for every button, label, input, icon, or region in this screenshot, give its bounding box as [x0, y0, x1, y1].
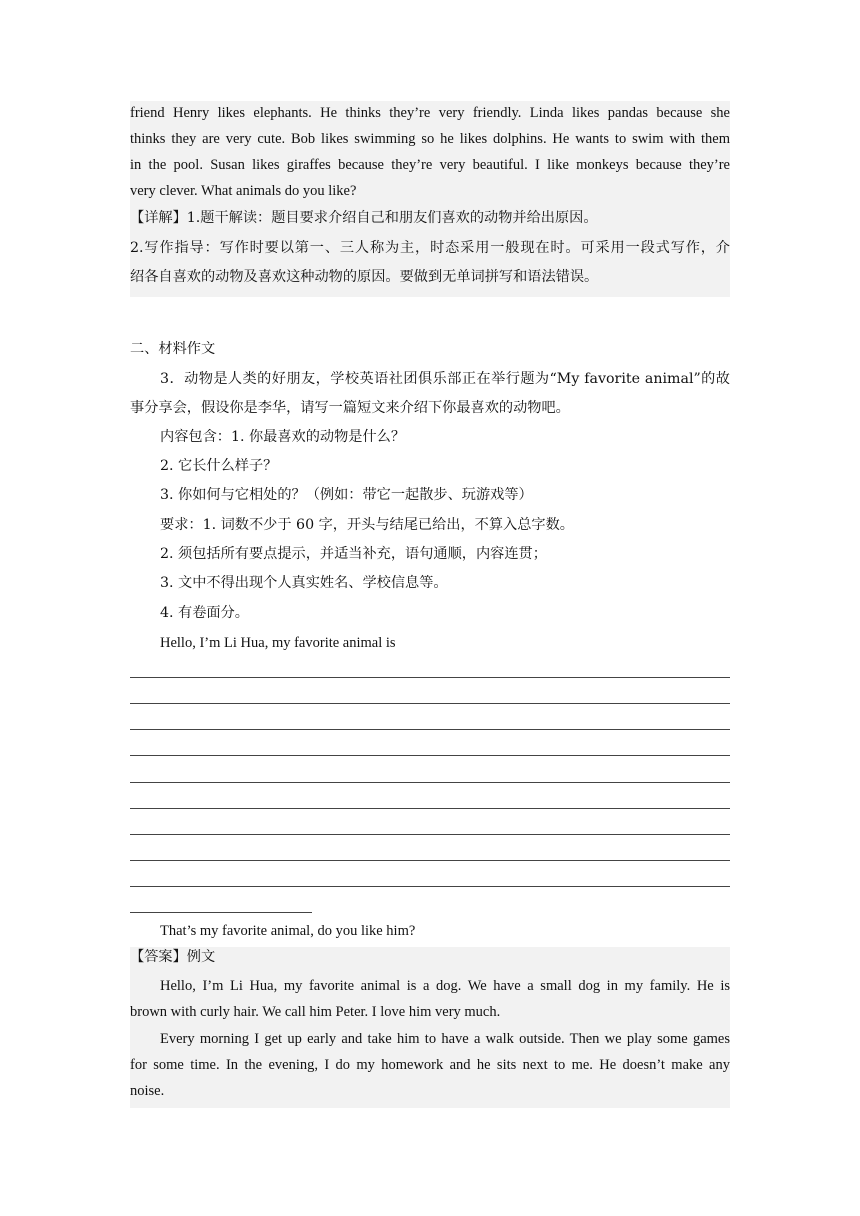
writing-line	[130, 912, 312, 913]
content-item: 2. 它长什么样子？	[160, 458, 278, 474]
closing-sentence: That’s my favorite animal, do you like him?	[160, 923, 416, 939]
answer-line: noise.	[130, 1083, 165, 1099]
answer-line: Every morning I get up early and take him to have a walk outside. Then we play some games	[160, 1031, 730, 1047]
writing-line	[130, 677, 730, 678]
answer-line: Hello, I’m Li Hua, my favorite animal is a dog. We have a small dog in my family. He is	[160, 978, 730, 994]
content-item: 3. 你如何与它相处的？（例如：带它一起散步、玩游戏等）	[160, 487, 533, 503]
writing-line	[130, 729, 730, 730]
guide-line: 绍各自喜欢的动物及喜欢这种动物的原因。要做到无单词拼写和语法错误。	[130, 269, 599, 285]
writing-line	[130, 703, 730, 704]
guide-line: 2.写作指导：写作时要以第一、三人称为主，时态采用一般现在时。可采用一段式写作，介	[130, 240, 730, 256]
requirement-item: 要求：1. 词数不少于 60 字，开头与结尾已给出，不算入总字数。	[160, 517, 574, 533]
writing-line	[130, 834, 730, 835]
writing-line	[130, 886, 730, 887]
section-heading: 二、材料作文	[130, 341, 216, 357]
writing-line	[130, 808, 730, 809]
requirement-item: 2. 须包括所有要点提示，并适当补充，语句通顺，内容连贯；	[160, 546, 547, 562]
question-line: 3．动物是人类的好朋友，学校英语社团俱乐部正在举行题为“My favorite animal”的故	[160, 371, 730, 387]
detail-line: 【详解】1.题干解读：题目要求介绍自己和朋友们喜欢的动物并给出原因。	[130, 210, 598, 226]
requirement-item: 4. 有卷面分。	[160, 605, 249, 621]
opening-sentence: Hello, I’m Li Hua, my favorite animal is	[160, 635, 396, 651]
writing-line	[130, 782, 730, 783]
passage-line: very clever. What animals do you like?	[130, 183, 357, 199]
writing-line	[130, 755, 730, 756]
answer-line: for some time. In the evening, I do my homework and he sits next to me. He doesn’t make any	[130, 1057, 730, 1073]
passage-line: in the pool. Susan likes giraffes because they’re very beautiful. I like monkeys because they’re	[130, 157, 730, 173]
content-item: 内容包含：1. 你最喜欢的动物是什么？	[160, 429, 406, 445]
writing-line	[130, 860, 730, 861]
question-line: 事分享会，假设你是李华，请写一篇短文来介绍下你最喜欢的动物吧。	[130, 400, 570, 416]
requirement-item: 3. 文中不得出现个人真实姓名、学校信息等。	[160, 575, 448, 591]
answer-line: brown with curly hair. We call him Peter. I love him very much.	[130, 1004, 501, 1020]
answer-label: 【答案】例文	[130, 949, 216, 965]
passage-line: friend Henry likes elephants. He thinks they’re very friendly. Linda likes pandas because she	[130, 105, 730, 121]
passage-line: thinks they are very cute. Bob likes swimming so he likes dolphins. He wants to swim with them	[130, 131, 730, 147]
